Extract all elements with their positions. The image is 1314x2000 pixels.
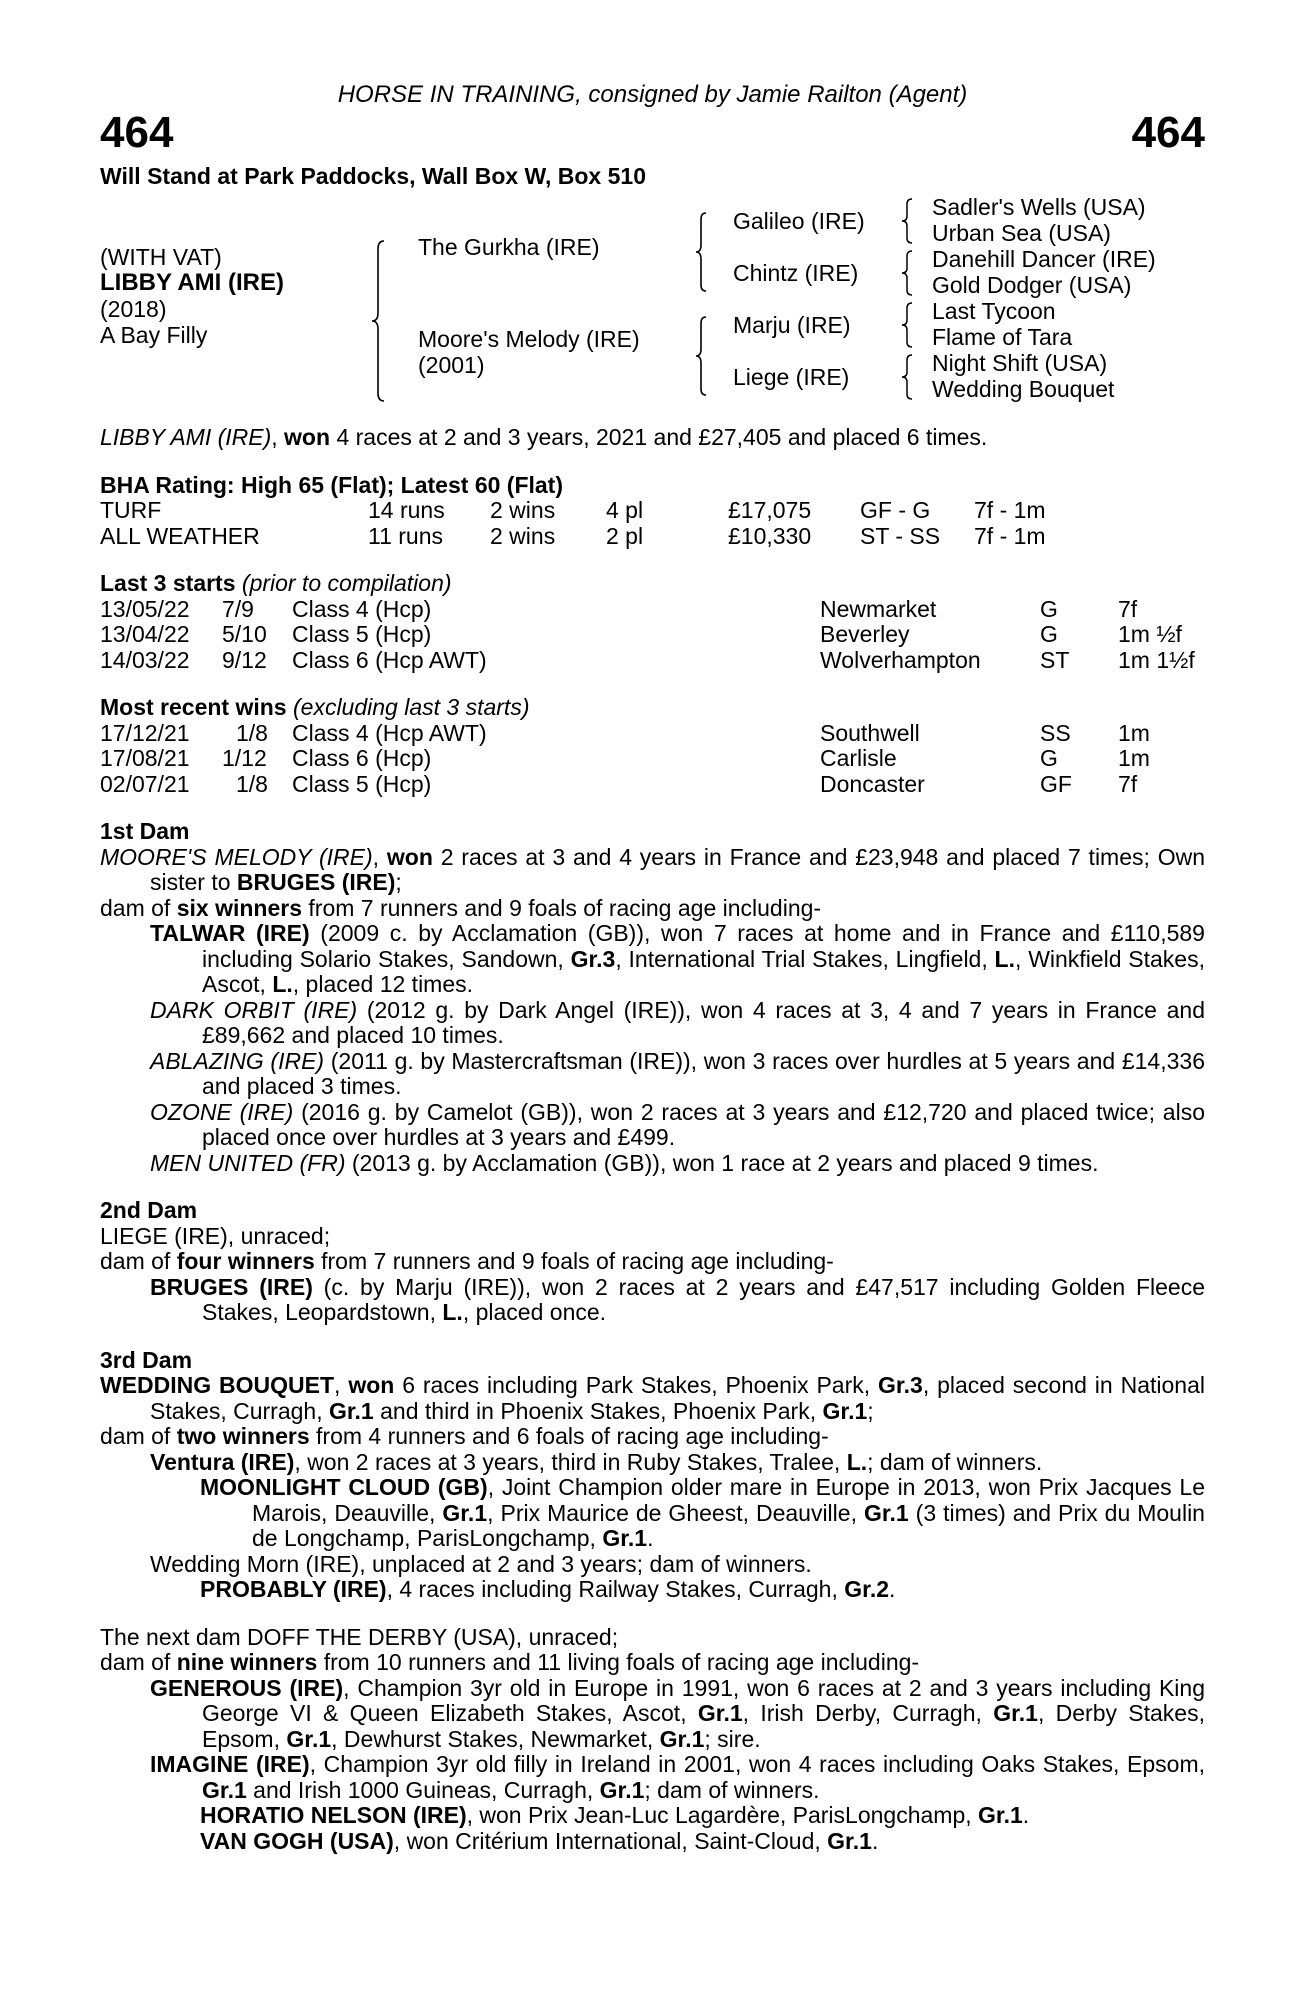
next-dam-produce	[100, 1650, 1205, 1676]
text: Gr.1	[659, 1725, 705, 1752]
ggp-3: Danehill Dancer (IRE)	[932, 246, 1156, 272]
ggp-5: Last Tycoon	[932, 298, 1056, 324]
text: , placed second in National Stakes, Curragh,	[150, 1372, 1205, 1424]
text: , Champion 3yr old in Europe in 1991, won 6 races at 2 and 3 years including King George VI & Queen Elizabeth Stakes, Ascot,	[202, 1674, 1205, 1726]
cell-distance: 1m	[1118, 745, 1150, 771]
cell-going: SS	[1040, 719, 1071, 746]
produce-name: TALWAR (IRE)	[150, 920, 310, 946]
cell-position: 7/9	[222, 595, 254, 622]
cell-distance: 1m ½f	[1118, 621, 1182, 647]
cell-course: Beverley	[820, 621, 910, 647]
text: won	[348, 1372, 395, 1398]
text: .	[1022, 1802, 1030, 1828]
text: , won Critérium International, Saint-Cloud,	[393, 1827, 828, 1854]
produce-name: MOONLIGHT CLOUD (GB)	[200, 1474, 488, 1500]
text: , Champion 3yr old filly in Ireland in 2001, won 4 races including Oaks Stakes, Epsom,	[309, 1751, 1205, 1777]
third-dam-record	[100, 1373, 1205, 1424]
dam-year: (2001)	[418, 352, 485, 378]
summary-horse-name: LIBBY AMI (IRE)	[100, 424, 272, 450]
cell-date: 14/03/22	[100, 646, 190, 673]
produce-entry	[100, 1275, 1205, 1326]
brace-ggp-4	[900, 353, 918, 401]
cell-date: 17/12/21	[100, 719, 190, 746]
start-row	[100, 648, 1205, 674]
produce-name: DARK ORBIT (IRE)	[150, 996, 358, 1023]
last-starts-title-row	[100, 571, 1205, 597]
cell-placed: 2 pl	[606, 522, 644, 549]
sire-dam: Chintz (IRE)	[733, 260, 859, 286]
cell-wins: 2 wins	[490, 497, 556, 523]
win-row	[100, 721, 1205, 747]
produce-entry	[100, 1450, 1205, 1476]
produce-entry	[100, 1803, 1205, 1829]
last-starts-section	[100, 571, 1205, 673]
sire-sire: Galileo (IRE)	[733, 208, 865, 234]
produce-entry	[100, 1829, 1205, 1855]
text: Gr.1	[827, 1827, 872, 1854]
cell-money: £17,075	[728, 497, 812, 523]
text: , Joint Champion older mare in Europe in 2013, won Prix Jacques Le Marois, Deauville,	[252, 1474, 1205, 1526]
rating-row-turf	[100, 498, 1205, 524]
win-row	[100, 746, 1205, 772]
cell-date: 02/07/21	[100, 770, 190, 797]
cell-distance: 7f	[1118, 595, 1138, 622]
ggp-8: Wedding Bouquet	[932, 376, 1115, 402]
produce-name: BRUGES (IRE)	[150, 1273, 313, 1300]
text: nine winners	[176, 1649, 318, 1675]
vat-note: (WITH VAT)	[100, 244, 222, 270]
text: two winners	[176, 1423, 310, 1449]
text: , Irish Derby, Curragh,	[742, 1700, 994, 1726]
text: Gr.1	[202, 1776, 247, 1803]
cell-runs: 11 runs	[368, 522, 444, 549]
produce-name: Ventura (IRE)	[150, 1448, 295, 1475]
horse-description: A Bay Filly	[100, 322, 208, 348]
text: (2013 g. by Acclamation (GB)), won 1 race at 2 years and placed 9 times.	[345, 1149, 1099, 1176]
produce-entry	[100, 1676, 1205, 1753]
second-dam-title: 2nd Dam	[100, 1197, 198, 1223]
produce-entry	[100, 1475, 1205, 1552]
brace-horse	[370, 239, 394, 403]
produce-name: ABLAZING (IRE)	[150, 1047, 325, 1074]
dam-dam: Liege (IRE)	[733, 364, 850, 390]
cell-distance: 7f - 1m	[974, 497, 1046, 523]
ggp-1: Sadler's Wells (USA)	[932, 194, 1146, 220]
horse-year: (2018)	[100, 296, 167, 322]
text: won	[386, 843, 433, 870]
produce-name: GENEROUS (IRE)	[150, 1674, 344, 1701]
cell-position: 9/12	[222, 646, 267, 673]
text: Gr.1	[328, 1397, 374, 1424]
text: , Winkfield Stakes, Ascot,	[202, 945, 1205, 997]
text: , won Prix Jean-Luc Lagardère, ParisLongchamp,	[466, 1802, 979, 1828]
win-row	[100, 772, 1205, 798]
last-starts-subtitle: (prior to compilation)	[241, 570, 452, 596]
text: and third in Phoenix Stakes, Phoenix Park,	[373, 1397, 823, 1424]
start-row	[100, 597, 1205, 623]
cell-going: ST - SS	[860, 522, 941, 549]
cell-race: Class 4 (Hcp AWT)	[292, 719, 487, 746]
cell-distance: 7f - 1m	[974, 522, 1046, 549]
second-dam-record: LIEGE (IRE), unraced;	[100, 1222, 331, 1249]
recent-wins-subtitle: (excluding last 3 starts)	[293, 694, 530, 720]
text: , won 2 races at 3 years, third in Ruby Stakes, Tralee,	[294, 1448, 847, 1475]
produce-name: IMAGINE (IRE)	[150, 1751, 310, 1777]
text: (c. by Marju (IRE)), won 2 races at 2 years and £47,517 including Golden Fleece Stakes, Leopardstown,	[202, 1273, 1205, 1325]
cell-course: Doncaster	[820, 770, 925, 797]
text: ;	[867, 1397, 874, 1424]
produce-name: MEN UNITED (FR)	[150, 1149, 346, 1176]
text: Gr.2	[844, 1576, 890, 1602]
text: six winners	[176, 894, 302, 921]
second-dam-section	[100, 1198, 1205, 1326]
text: (2011 g. by Mastercraftsman (IRE)), won 3 races over hurdles at 5 years and £14,336 and placed 3 times.	[202, 1047, 1205, 1099]
cell-race: Class 5 (Hcp)	[292, 770, 432, 797]
text: Gr.3	[570, 945, 616, 972]
sire-name: The Gurkha (IRE)	[418, 234, 600, 260]
cell-distance: 1m 1½f	[1118, 646, 1195, 673]
cell-distance: 1m	[1118, 719, 1150, 746]
cell-date: 13/04/22	[100, 621, 190, 647]
text: dam of	[100, 1248, 177, 1274]
text: Gr.1	[599, 1776, 645, 1803]
cell-runs: 14 runs	[368, 497, 445, 523]
text: dam of	[100, 894, 177, 921]
cell-position: 1/8	[236, 719, 268, 746]
race-summary: LIBBY AMI (IRE), won 4 races at 2 and 3 years, 2021 and £27,405 and placed 6 times.	[100, 424, 988, 450]
rating-title: BHA Rating: High 65 (Flat); Latest 60 (Flat)	[100, 471, 563, 498]
text: and Irish 1000 Guineas, Curragh,	[246, 1776, 600, 1803]
cell-wins: 2 wins	[490, 522, 556, 549]
lot-number-row	[100, 107, 1205, 157]
cell-going: G	[1040, 595, 1058, 622]
cell-race: Class 6 (Hcp)	[292, 745, 432, 771]
sister-name: BRUGES (IRE)	[236, 869, 396, 895]
text: , Prix Maurice de Gheest, Deauville,	[487, 1499, 864, 1526]
third-dam-name: WEDDING BOUQUET	[100, 1372, 335, 1398]
cell-going: ST	[1040, 646, 1070, 673]
cell-course: Newmarket	[820, 595, 937, 622]
text: L.	[442, 1299, 463, 1325]
dam-sire: Marju (IRE)	[733, 312, 851, 338]
ggp-4: Gold Dodger (USA)	[932, 272, 1132, 298]
first-dam-section	[100, 819, 1205, 1176]
cell-race: Class 4 (Hcp)	[292, 595, 432, 622]
produce-name: OZONE (IRE)	[150, 1098, 294, 1125]
start-row	[100, 622, 1205, 648]
brace-ggp-1	[900, 197, 918, 245]
text: L.	[272, 971, 293, 997]
brace-ggp-3	[900, 301, 918, 349]
produce-entry	[100, 1049, 1205, 1100]
brace-ggp-2	[900, 249, 918, 297]
text: Gr.1	[442, 1499, 488, 1526]
text: 6 races including Park Stakes, Phoenix Park,	[394, 1372, 879, 1398]
lot-number-left: 464	[100, 107, 174, 157]
text: .	[647, 1525, 654, 1551]
produce-entry	[100, 1100, 1205, 1151]
cell-surface: TURF	[100, 497, 162, 523]
text: Gr.3	[878, 1372, 923, 1398]
brace-dam	[694, 315, 714, 397]
second-dam-produce	[100, 1249, 1205, 1275]
next-dam-section	[100, 1625, 1205, 1855]
produce-entry: Wedding Morn (IRE), unplaced at 2 and 3 years; dam of winners.	[150, 1550, 812, 1577]
last-starts-title: Last 3 starts	[100, 570, 236, 596]
summary-won: won	[284, 424, 331, 450]
text: (2009 c. by Acclamation (GB)), won 7 races at home and in France and £110,589 including Solario Stakes, Sandown,	[202, 920, 1205, 972]
text: four winners	[176, 1248, 315, 1274]
cell-money: £10,330	[728, 522, 812, 549]
catalogue-page	[100, 82, 1205, 1854]
text: L.	[846, 1448, 868, 1475]
recent-wins-title-row	[100, 695, 1205, 721]
text: Gr.1	[993, 1700, 1038, 1726]
brace-sire	[694, 211, 714, 293]
produce-name: VAN GOGH (USA)	[200, 1827, 394, 1854]
cell-race: Class 6 (Hcp AWT)	[292, 646, 487, 673]
cell-going: G	[1040, 745, 1058, 771]
produce-entry	[100, 1577, 1205, 1603]
cell-distance: 7f	[1118, 770, 1138, 797]
cell-date: 17/08/21	[100, 745, 190, 771]
first-dam-produce	[100, 896, 1205, 922]
cell-race: Class 5 (Hcp)	[292, 621, 432, 647]
cell-date: 13/05/22	[100, 595, 190, 622]
produce-name: PROBABLY (IRE)	[200, 1576, 387, 1602]
text: ,	[334, 1372, 349, 1398]
text: ; sire.	[704, 1725, 761, 1752]
text: , 4 races including Railway Stakes, Curragh,	[386, 1576, 845, 1602]
consignment-header: HORSE IN TRAINING, consigned by Jamie Railton (Agent)	[337, 81, 968, 108]
cell-course: Southwell	[820, 719, 920, 746]
text: from 4 runners and 6 foals of racing age including-	[309, 1423, 829, 1449]
first-dam-record	[100, 845, 1205, 896]
third-dam-title: 3rd Dam	[100, 1346, 193, 1373]
cell-course: Carlisle	[820, 745, 897, 771]
text: , Derby Stakes, Epsom,	[202, 1700, 1205, 1752]
produce-entry	[100, 1752, 1205, 1803]
text: ; dam of winners.	[644, 1776, 820, 1803]
third-dam-produce	[100, 1424, 1205, 1450]
text: .	[889, 1576, 896, 1602]
text: Gr.1	[697, 1700, 743, 1726]
stand-location: Will Stand at Park Paddocks, Wall Box W, Box 510	[100, 162, 646, 189]
cell-position: 1/8	[236, 770, 268, 797]
text: , placed once.	[462, 1299, 607, 1325]
rating-row-aw	[100, 524, 1205, 550]
text: from 7 runners and 9 foals of racing age including-	[314, 1248, 834, 1274]
text: .	[871, 1827, 879, 1854]
text: from 7 runners and 9 foals of racing age including-	[302, 894, 822, 921]
dam-name: Moore's Melody (IRE)	[418, 326, 640, 352]
text: ; dam of winners.	[867, 1448, 1043, 1475]
recent-wins-title: Most recent wins	[100, 694, 287, 720]
pedigree-block	[100, 193, 1205, 425]
text: (2012 g. by Dark Angel (IRE)), won 4 races at 3, 4 and 7 years in France and £89,662 and placed 10 times.	[202, 996, 1206, 1048]
next-dam-record: The next dam DOFF THE DERBY (USA), unraced;	[100, 1623, 619, 1650]
text: dam of	[100, 1423, 177, 1449]
text: Gr.1	[602, 1525, 648, 1551]
cell-position: 1/12	[222, 745, 267, 771]
text: L.	[994, 945, 1015, 972]
text: ;	[395, 869, 402, 895]
text: , International Trial Stakes, Lingfield,	[615, 945, 995, 972]
produce-name: HORATIO NELSON (IRE)	[200, 1802, 467, 1828]
text: from 10 runners and 11 living foals of racing age including-	[317, 1649, 920, 1675]
text: , placed 12 times.	[292, 971, 474, 997]
produce-entry	[100, 1151, 1205, 1177]
text: (2016 g. by Camelot (GB)), won 2 races at 3 years and £12,720 and placed twice; also placed once over hurdles at 3 years and £499.	[202, 1098, 1205, 1150]
text: ,	[372, 843, 387, 870]
recent-wins-section	[100, 695, 1205, 797]
cell-position: 5/10	[222, 621, 267, 647]
text: , Dewhurst Stakes, Newmarket,	[331, 1725, 660, 1752]
text: dam of	[100, 1649, 177, 1675]
first-dam-title: 1st Dam	[100, 818, 190, 844]
produce-entry	[100, 998, 1205, 1049]
cell-going: GF - G	[860, 497, 931, 523]
text: 2 races at 3 and 4 years in France and £23,948 and placed 7 times; Own sister to	[150, 843, 1206, 895]
ggp-2: Urban Sea (USA)	[932, 220, 1111, 246]
text: Gr.1	[286, 1725, 332, 1752]
first-dam-name: MOORE'S MELODY (IRE)	[100, 843, 373, 870]
text: Gr.1	[822, 1397, 868, 1424]
produce-entry	[100, 921, 1205, 998]
horse-name: LIBBY AMI (IRE)	[100, 269, 284, 296]
cell-course: Wolverhampton	[820, 646, 981, 673]
cell-placed: 4 pl	[606, 497, 644, 523]
cell-going: GF	[1040, 770, 1072, 797]
third-dam-section	[100, 1348, 1205, 1603]
cell-surface: ALL WEATHER	[100, 522, 260, 549]
ggp-7: Night Shift (USA)	[932, 350, 1108, 376]
text: (3 times) and Prix du Moulin de Longchamp, ParisLongchamp,	[252, 1499, 1205, 1551]
lot-number-right: 464	[1131, 107, 1205, 157]
text: Gr.1	[978, 1802, 1023, 1828]
text: Gr.1	[863, 1499, 909, 1526]
summary-record: 4 races at 2 and 3 years, 2021 and £27,405 and placed 6 times.	[336, 424, 988, 450]
rating-section	[100, 473, 1205, 550]
ggp-6: Flame of Tara	[932, 324, 1073, 350]
cell-going: G	[1040, 621, 1058, 647]
